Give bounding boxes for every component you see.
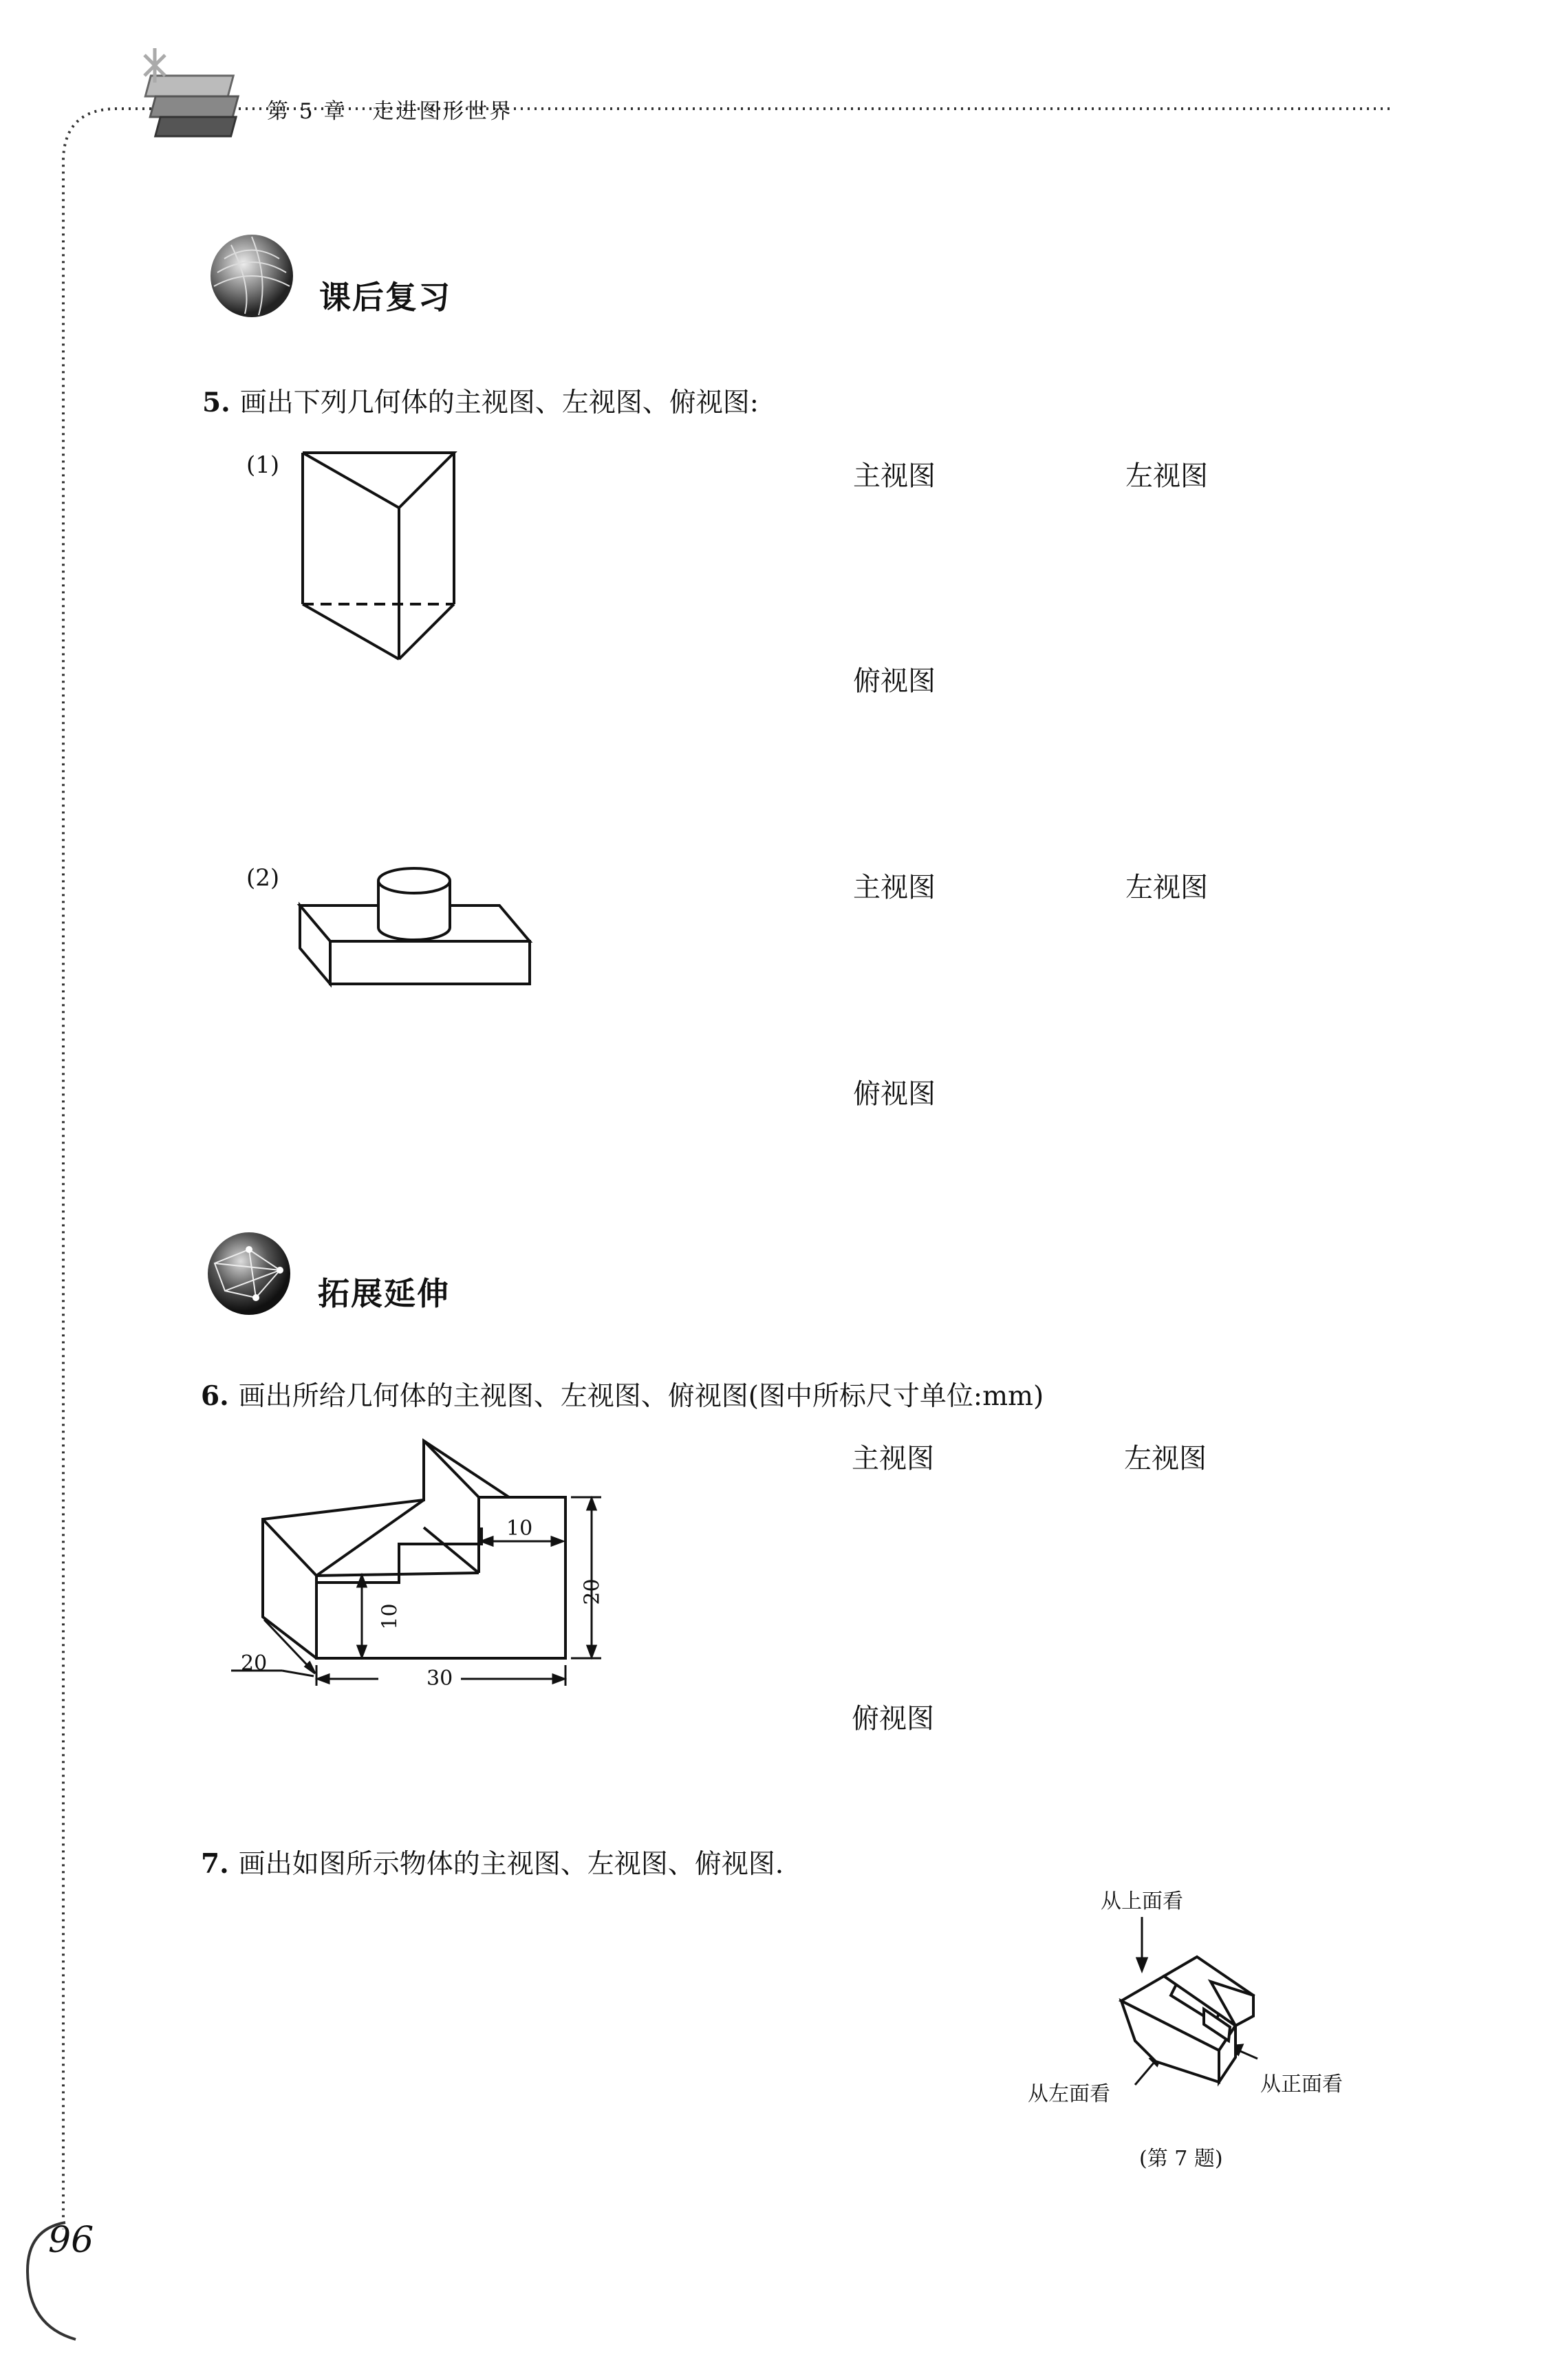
dim-label-10-mid: 10 [378, 1603, 402, 1630]
label-from-top: 从上面看 [1101, 1889, 1183, 1913]
chapter-title: 走进图形世界 [372, 99, 513, 124]
triangular-prism-figure [296, 447, 461, 667]
question-number: 7. [201, 1848, 229, 1880]
header-logo [138, 48, 261, 144]
q6-top-view-label: 俯视图 [852, 1703, 934, 1735]
question-text: 画出下列几何体的主视图、左视图、俯视图: [239, 387, 759, 418]
question-number: 5. [202, 387, 230, 418]
globe-network-icon [201, 1229, 297, 1325]
sphere-icon [204, 231, 300, 328]
page-number: 96 [48, 2220, 94, 2261]
part-2-label: (2) [246, 864, 280, 892]
q6-left-view-label: 左视图 [1124, 1443, 1207, 1475]
question-5 [202, 387, 759, 420]
q5-2-main-view-label: 主视图 [853, 872, 936, 903]
section-title-review: 课后复习 [319, 279, 451, 316]
q5-1-top-view-label: 俯视图 [853, 665, 936, 697]
question-6 [201, 1380, 1044, 1413]
question-text: 画出所给几何体的主视图、左视图、俯视图(图中所标尺寸单位:mm) [238, 1381, 1044, 1412]
chapter-number: 第 5 章 [267, 99, 347, 124]
dim-label-20-left: 20 [241, 1651, 268, 1675]
header-chapter [267, 94, 512, 125]
q5-1-main-view-label: 主视图 [853, 460, 936, 492]
question-text: 画出如图所示物体的主视图、左视图、俯视图. [238, 1849, 784, 1880]
q6-main-view-label: 主视图 [852, 1443, 934, 1475]
dim-label-10-top: 10 [506, 1516, 533, 1541]
part-1-label: (1) [246, 451, 280, 479]
section-title-extend: 拓展延伸 [318, 1275, 450, 1312]
figure-caption: (第 7 题) [1139, 2147, 1223, 2171]
question-7 [201, 1848, 784, 1881]
dim-label-20-right: 20 [580, 1578, 605, 1605]
dim-label-30-bottom: 30 [427, 1666, 453, 1691]
q5-2-left-view-label: 左视图 [1125, 872, 1208, 903]
label-from-left: 从左面看 [1028, 2082, 1110, 2106]
label-from-front: 从正面看 [1260, 2072, 1343, 2097]
block-with-cylinder-figure [296, 860, 537, 998]
q5-2-top-view-label: 俯视图 [853, 1078, 936, 1110]
question-number: 6. [201, 1380, 229, 1412]
q5-1-left-view-label: 左视图 [1125, 460, 1208, 492]
